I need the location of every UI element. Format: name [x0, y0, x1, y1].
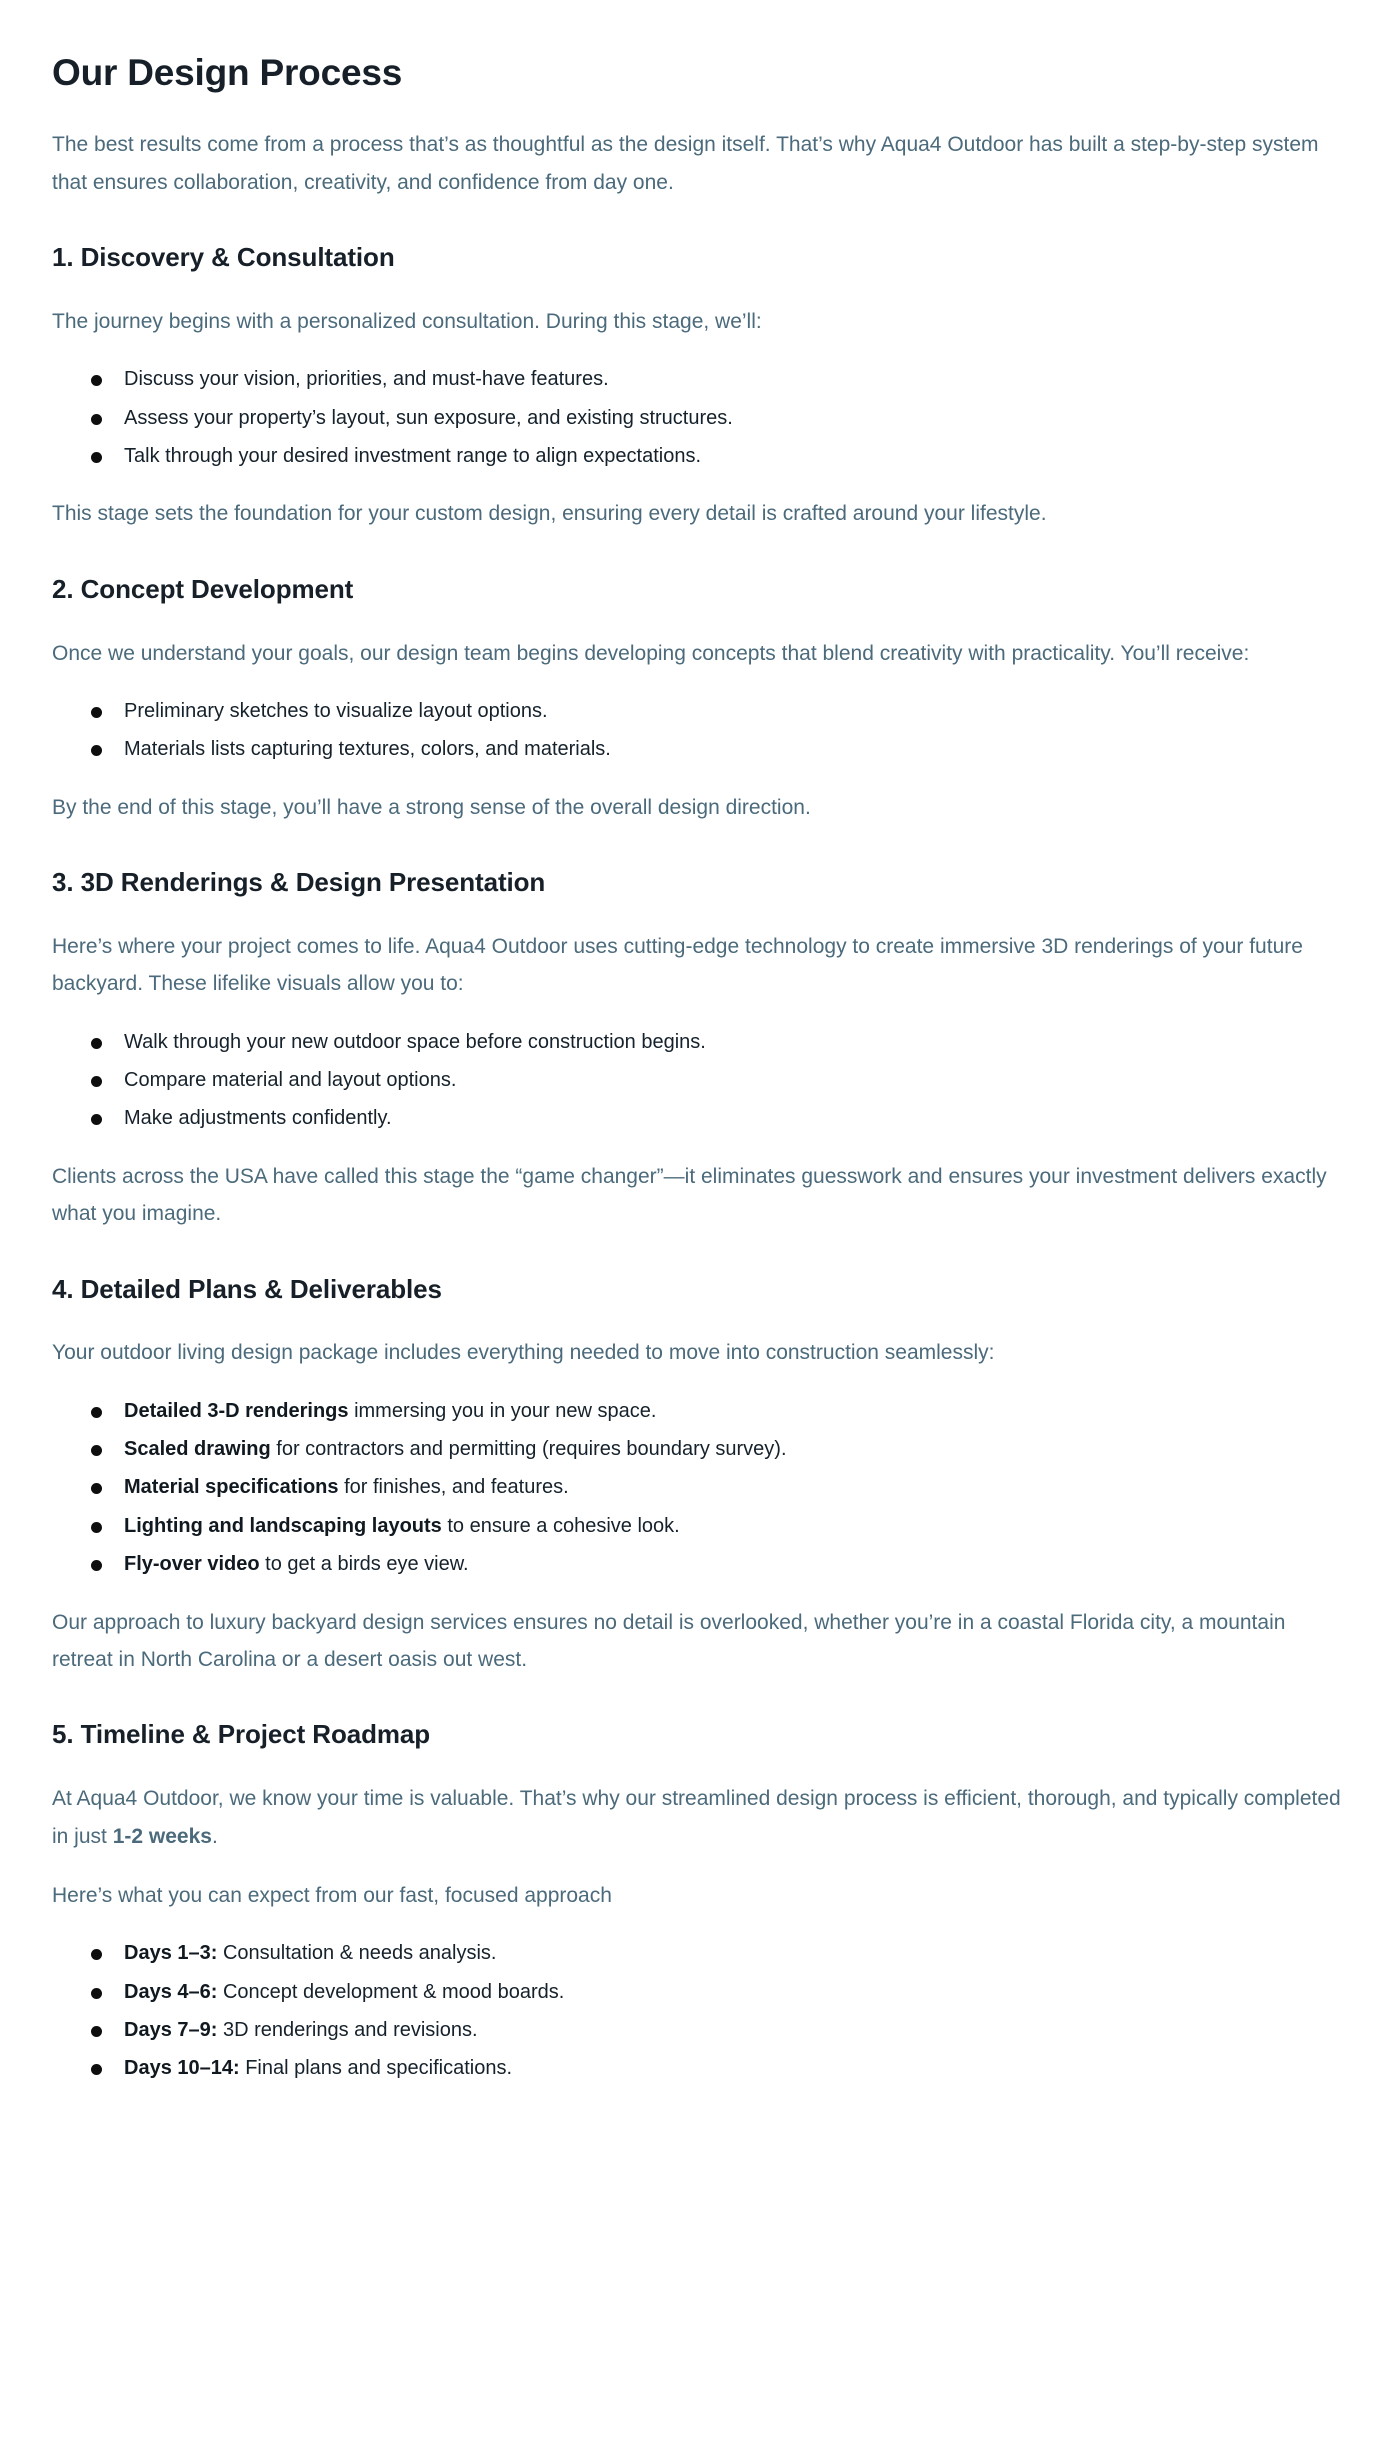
list-item-text: Preliminary sketches to visualize layout options.: [124, 699, 548, 722]
list-item-text: Assess your property’s layout, sun exposure, and existing structures.: [124, 406, 733, 429]
list-item-text: immersing you in your new space.: [348, 1399, 657, 1422]
list-item-text: Make adjustments confidently.: [124, 1107, 392, 1130]
list-item-text: Talk through your desired investment range to align expectations.: [124, 444, 702, 467]
list-item-lead: Detailed 3-D renderings: [124, 1399, 349, 1422]
list-item-lead: Days 7–9:: [124, 2019, 218, 2042]
section-timeline-roadmap: [52, 1718, 1347, 2081]
list-item: [52, 736, 1347, 762]
list-item: [52, 1398, 1347, 1424]
section-bullet-list: [52, 1940, 1347, 2082]
list-item-lead: Days 1–3:: [124, 1942, 218, 1965]
list-item: [52, 1436, 1347, 1462]
section-intro-paragraph: Once we understand your goals, our design team begins developing concepts that blend creativity with practicality. You’ll receive:: [52, 641, 1250, 665]
section-outro-paragraph: Our approach to luxury backyard design services ensures no detail is overlooked, whether you’re in a coastal Florida city, a mountain retreat in North Carolina or a desert oasis out west.: [52, 1610, 1286, 1672]
list-item: [52, 1513, 1347, 1539]
list-item: [52, 1067, 1347, 1093]
list-item-text: Final plans and specifications.: [239, 2057, 513, 2080]
section-outro-paragraph: By the end of this stage, you’ll have a strong sense of the overall design direction.: [52, 795, 811, 819]
list-item: [52, 698, 1347, 724]
list-item-text: Concept development & mood boards.: [217, 1980, 565, 2003]
section-heading: 1. Discovery & Consultation: [52, 242, 395, 272]
list-item-text: Walk through your new outdoor space before construction begins.: [124, 1030, 706, 1053]
section-intro-paragraph: [52, 1780, 1347, 1855]
list-item: [52, 1940, 1347, 1966]
list-item-text: to get a birds eye view.: [259, 1553, 469, 1576]
list-item: [52, 1105, 1347, 1131]
list-item-lead: Fly-over video: [124, 1553, 260, 1576]
section-detailed-plans: [52, 1273, 1347, 1679]
timeline-intro-tail: .: [211, 1824, 218, 1848]
list-item-text: 3D renderings and revisions.: [217, 2019, 478, 2042]
list-item-text: Consultation & needs analysis.: [217, 1942, 497, 1965]
section-heading: 3. 3D Renderings & Design Presentation: [52, 867, 546, 898]
section-bullet-list: [52, 1398, 1347, 1578]
section-heading: 4. Detailed Plans & Deliverables: [52, 1273, 442, 1304]
section-bullet-list: [52, 1029, 1347, 1132]
list-item: [52, 405, 1347, 431]
page-title: Our Design Process: [52, 52, 403, 93]
section-heading: 2. Concept Development: [52, 573, 354, 604]
list-item-text: to ensure a cohesive look.: [441, 1514, 680, 1537]
list-item: [52, 1551, 1347, 1577]
timeline-intro-text: At Aqua4 Outdoor, we know your time is valuable. That’s why our streamlined design process is efficient, thorough, and typically completed in just: [52, 1787, 1341, 1848]
list-item: [52, 366, 1347, 392]
section-discovery-consultation: [52, 241, 1347, 533]
section-intro-paragraph: The journey begins with a personalized consultation. During this stage, we’ll:: [52, 309, 762, 333]
list-item: [52, 2017, 1347, 2043]
list-item-lead: Days 4–6:: [124, 1980, 218, 2003]
section-outro-paragraph: This stage sets the foundation for your custom design, ensuring every detail is crafted around your lifestyle.: [52, 502, 1047, 526]
section-intro-paragraph: Here’s where your project comes to life. Aqua4 Outdoor uses cutting-edge technology to create immersive 3D renderings of your future backyard. These lifelike visuals allow you to:: [52, 934, 1303, 996]
section-3d-renderings: [52, 866, 1347, 1232]
section-bullet-list: [52, 366, 1347, 469]
list-item-lead: Scaled drawing: [124, 1438, 271, 1461]
section-intro-paragraph: Your outdoor living design package includes everything needed to move into construction seamlessly:: [52, 1341, 995, 1365]
list-item: [52, 1474, 1347, 1500]
section-concept-development: [52, 573, 1347, 826]
timeline-duration: 1-2 weeks: [112, 1824, 212, 1848]
section-outro-paragraph: Clients across the USA have called this stage the “game changer”—it eliminates guesswork and ensures your investment delivers exactly what you imagine.: [52, 1164, 1327, 1226]
list-item-text: Materials lists capturing textures, colors, and materials.: [124, 738, 611, 761]
section-secondary-paragraph: Here’s what you can expect from our fast, focused approach: [52, 1883, 612, 1907]
list-item-text: Discuss your vision, priorities, and must-have features.: [124, 368, 609, 391]
list-item-text: for finishes, and features.: [338, 1476, 569, 1499]
list-item-text: for contractors and permitting (requires boundary survey).: [270, 1438, 787, 1461]
list-item-lead: Lighting and landscaping layouts: [124, 1514, 442, 1537]
list-item-lead: Days 10–14:: [124, 2057, 240, 2080]
list-item: [52, 2055, 1347, 2081]
section-bullet-list: [52, 698, 1347, 763]
section-heading: 5. Timeline & Project Roadmap: [52, 1719, 431, 1750]
list-item: [52, 443, 1347, 469]
document-intro-paragraph: The best results come from a process that’s as thoughtful as the design itself. That’s why Aqua4 Outdoor has built a step-by-step system that ensures collaboration, creativity, and confidence from day one.: [52, 133, 1319, 194]
list-item-lead: Material specifications: [124, 1476, 339, 1499]
list-item-text: Compare material and layout options.: [124, 1068, 457, 1091]
list-item: [52, 1979, 1347, 2005]
list-item: [52, 1029, 1347, 1055]
